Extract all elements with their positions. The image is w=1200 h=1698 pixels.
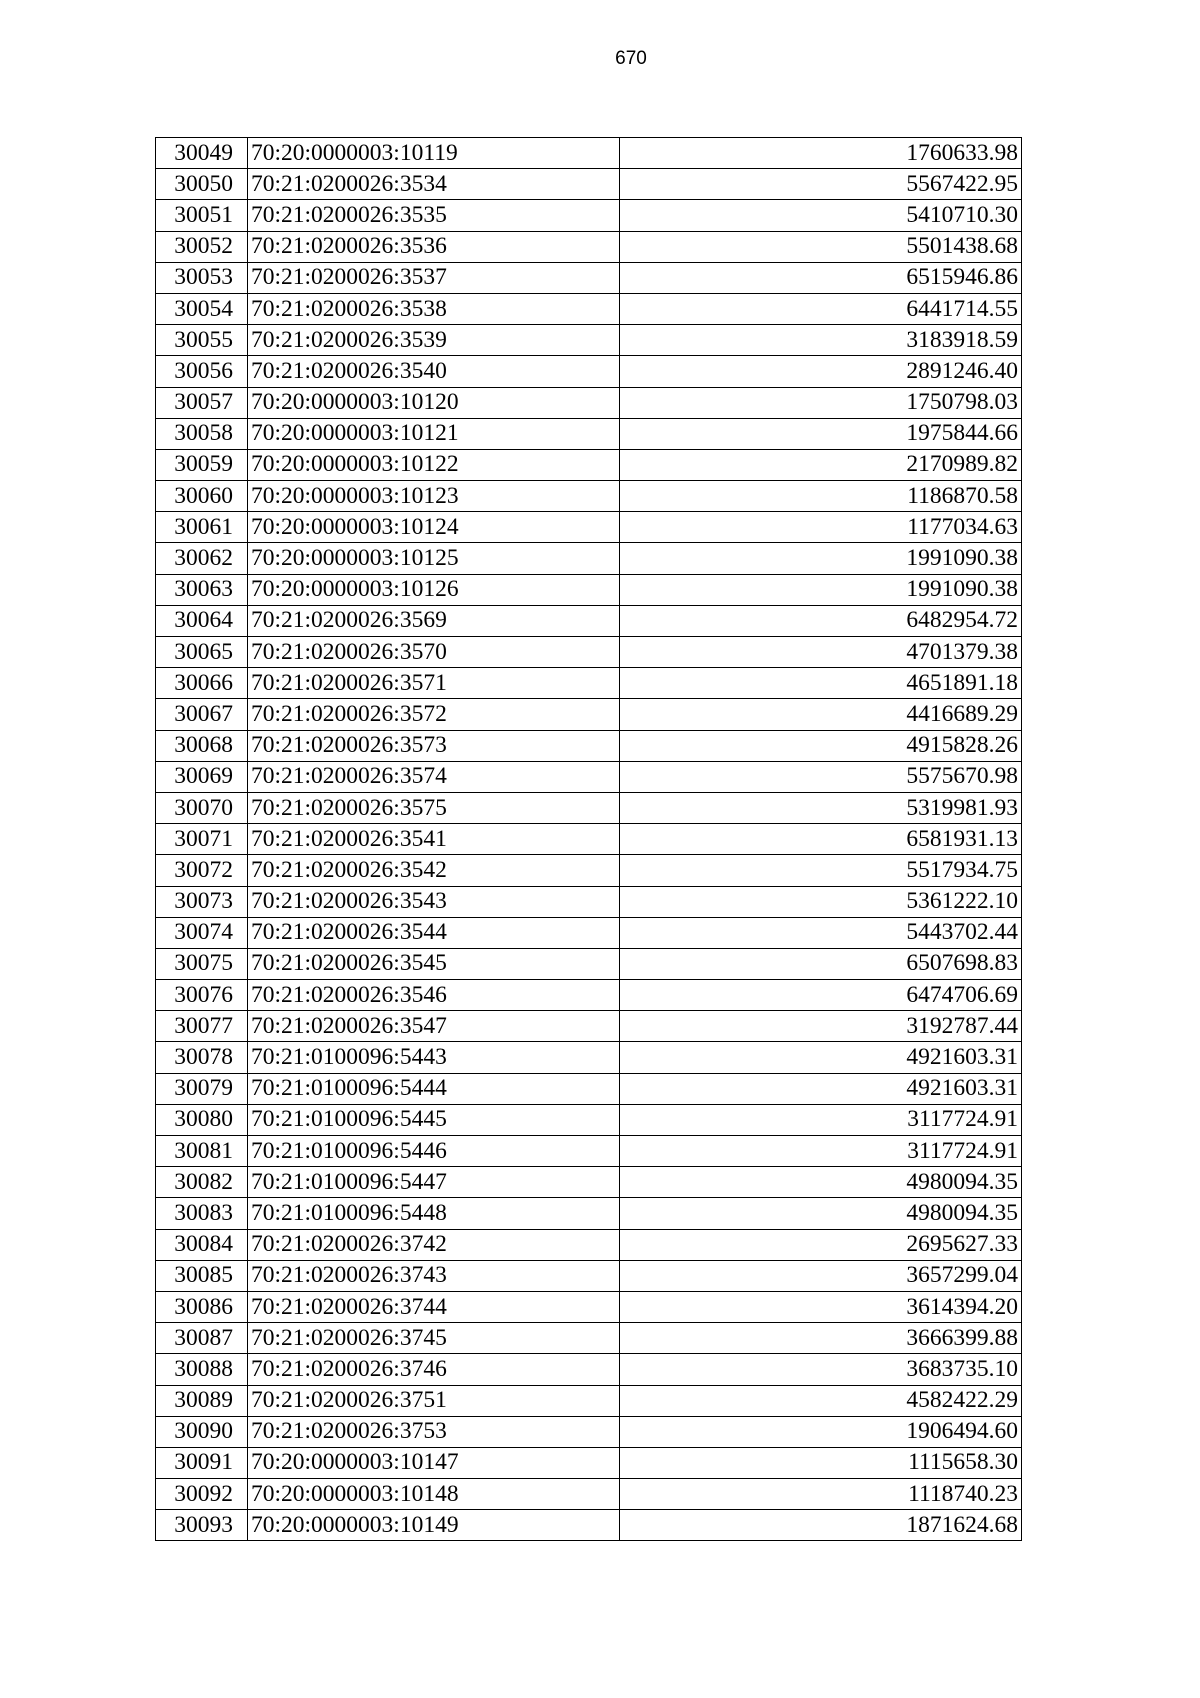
row-number-cell: 30059	[156, 449, 248, 480]
row-number-cell: 30083	[156, 1198, 248, 1229]
row-number-cell: 30084	[156, 1229, 248, 1260]
cadastral-value-cell: 1118740.23	[620, 1479, 1022, 1510]
cadastral-value-cell: 1177034.63	[620, 512, 1022, 543]
table-row	[156, 730, 1022, 761]
cadastral-number-cell: 70:21:0200026:3538	[248, 293, 620, 324]
cadastral-value-cell: 5517934.75	[620, 855, 1022, 886]
cadastral-value-cell: 1991090.38	[620, 543, 1022, 574]
row-number-cell: 30050	[156, 169, 248, 200]
cadastral-value-cell: 5443702.44	[620, 917, 1022, 948]
table-row	[156, 169, 1022, 200]
cadastral-value-cell: 6507698.83	[620, 948, 1022, 979]
cadastral-number-cell: 70:21:0200026:3751	[248, 1385, 620, 1416]
cadastral-number-cell: 70:21:0200026:3543	[248, 886, 620, 917]
table-row	[156, 1479, 1022, 1510]
table-row	[156, 761, 1022, 792]
cadastral-number-cell: 70:21:0200026:3547	[248, 1011, 620, 1042]
page-number: 670	[615, 48, 647, 69]
row-number-cell: 30051	[156, 200, 248, 231]
table-row	[156, 481, 1022, 512]
table-row	[156, 1167, 1022, 1198]
cadastral-value-cell: 4582422.29	[620, 1385, 1022, 1416]
cadastral-number-cell: 70:21:0200026:3535	[248, 200, 620, 231]
cadastral-number-cell: 70:20:0000003:10148	[248, 1479, 620, 1510]
table-row	[156, 980, 1022, 1011]
row-number-cell: 30075	[156, 948, 248, 979]
cadastral-number-cell: 70:21:0200026:3542	[248, 855, 620, 886]
cadastral-value-cell: 6581931.13	[620, 824, 1022, 855]
cadastral-value-cell: 2891246.40	[620, 356, 1022, 387]
cadastral-value-cell: 4980094.35	[620, 1167, 1022, 1198]
cadastral-value-cell: 4416689.29	[620, 699, 1022, 730]
table-row	[156, 512, 1022, 543]
cadastral-number-cell: 70:21:0200026:3544	[248, 917, 620, 948]
table-row	[156, 356, 1022, 387]
row-number-cell: 30088	[156, 1354, 248, 1385]
table-row	[156, 1042, 1022, 1073]
table-row	[156, 948, 1022, 979]
row-number-cell: 30070	[156, 792, 248, 823]
cadastral-value-cell: 3657299.04	[620, 1260, 1022, 1291]
cadastral-value-cell: 4651891.18	[620, 668, 1022, 699]
cadastral-number-cell: 70:21:0200026:3573	[248, 730, 620, 761]
row-number-cell: 30085	[156, 1260, 248, 1291]
cadastral-number-cell: 70:21:0200026:3570	[248, 637, 620, 668]
row-number-cell: 30081	[156, 1136, 248, 1167]
cadastral-table-container	[155, 137, 1022, 1541]
cadastral-value-cell: 6474706.69	[620, 980, 1022, 1011]
cadastral-number-cell: 70:21:0200026:3537	[248, 262, 620, 293]
cadastral-value-cell: 1871624.68	[620, 1510, 1022, 1541]
row-number-cell: 30079	[156, 1073, 248, 1104]
table-row	[156, 387, 1022, 418]
cadastral-value-cell: 3683735.10	[620, 1354, 1022, 1385]
cadastral-value-cell: 3117724.91	[620, 1136, 1022, 1167]
cadastral-value-cell: 3614394.20	[620, 1291, 1022, 1322]
table-row	[156, 200, 1022, 231]
cadastral-number-cell: 70:21:0100096:5448	[248, 1198, 620, 1229]
table-row	[156, 855, 1022, 886]
table-row	[156, 917, 1022, 948]
row-number-cell: 30062	[156, 543, 248, 574]
row-number-cell: 30087	[156, 1323, 248, 1354]
table-row	[156, 1385, 1022, 1416]
cadastral-number-cell: 70:21:0200026:3743	[248, 1260, 620, 1291]
row-number-cell: 30077	[156, 1011, 248, 1042]
table-row	[156, 792, 1022, 823]
row-number-cell: 30058	[156, 418, 248, 449]
cadastral-value-cell: 3666399.88	[620, 1323, 1022, 1354]
cadastral-number-cell: 70:21:0200026:3540	[248, 356, 620, 387]
cadastral-number-cell: 70:21:0200026:3572	[248, 699, 620, 730]
row-number-cell: 30068	[156, 730, 248, 761]
table-row	[156, 543, 1022, 574]
row-number-cell: 30055	[156, 325, 248, 356]
cadastral-number-cell: 70:21:0200026:3569	[248, 605, 620, 636]
table-row	[156, 1447, 1022, 1478]
row-number-cell: 30061	[156, 512, 248, 543]
cadastral-number-cell: 70:21:0100096:5446	[248, 1136, 620, 1167]
table-row	[156, 231, 1022, 262]
cadastral-value-cell: 2695627.33	[620, 1229, 1022, 1260]
cadastral-number-cell: 70:21:0200026:3575	[248, 792, 620, 823]
table-row	[156, 1229, 1022, 1260]
row-number-cell: 30091	[156, 1447, 248, 1478]
cadastral-number-cell: 70:20:0000003:10120	[248, 387, 620, 418]
table-row	[156, 1354, 1022, 1385]
table-row	[156, 699, 1022, 730]
table-body	[156, 138, 1022, 1541]
cadastral-value-cell: 5567422.95	[620, 169, 1022, 200]
table-row	[156, 886, 1022, 917]
cadastral-number-cell: 70:21:0200026:3541	[248, 824, 620, 855]
cadastral-value-cell: 1991090.38	[620, 574, 1022, 605]
table-row	[156, 1104, 1022, 1135]
row-number-cell: 30092	[156, 1479, 248, 1510]
row-number-cell: 30093	[156, 1510, 248, 1541]
cadastral-number-cell: 70:21:0200026:3745	[248, 1323, 620, 1354]
row-number-cell: 30089	[156, 1385, 248, 1416]
row-number-cell: 30063	[156, 574, 248, 605]
cadastral-value-cell: 5361222.10	[620, 886, 1022, 917]
cadastral-number-cell: 70:20:0000003:10124	[248, 512, 620, 543]
cadastral-number-cell: 70:20:0000003:10149	[248, 1510, 620, 1541]
table-row	[156, 1510, 1022, 1541]
table-row	[156, 1073, 1022, 1104]
row-number-cell: 30067	[156, 699, 248, 730]
row-number-cell: 30072	[156, 855, 248, 886]
row-number-cell: 30074	[156, 917, 248, 948]
row-number-cell: 30060	[156, 481, 248, 512]
row-number-cell: 30073	[156, 886, 248, 917]
row-number-cell: 30086	[156, 1291, 248, 1322]
cadastral-value-cell: 1750798.03	[620, 387, 1022, 418]
cadastral-number-cell: 70:21:0200026:3742	[248, 1229, 620, 1260]
table-row	[156, 605, 1022, 636]
row-number-cell: 30065	[156, 637, 248, 668]
row-number-cell: 30082	[156, 1167, 248, 1198]
cadastral-value-cell: 4980094.35	[620, 1198, 1022, 1229]
row-number-cell: 30080	[156, 1104, 248, 1135]
table-row	[156, 262, 1022, 293]
cadastral-number-cell: 70:21:0100096:5443	[248, 1042, 620, 1073]
row-number-cell: 30057	[156, 387, 248, 418]
table-row	[156, 824, 1022, 855]
row-number-cell: 30069	[156, 761, 248, 792]
cadastral-value-cell: 3117724.91	[620, 1104, 1022, 1135]
cadastral-number-cell: 70:21:0200026:3746	[248, 1354, 620, 1385]
table-row	[156, 1136, 1022, 1167]
row-number-cell: 30064	[156, 605, 248, 636]
row-number-cell: 30056	[156, 356, 248, 387]
table-row	[156, 1291, 1022, 1322]
cadastral-number-cell: 70:20:0000003:10147	[248, 1447, 620, 1478]
table-row	[156, 418, 1022, 449]
cadastral-value-cell: 5319981.93	[620, 792, 1022, 823]
cadastral-value-cell: 3192787.44	[620, 1011, 1022, 1042]
table-row	[156, 1198, 1022, 1229]
cadastral-number-cell: 70:20:0000003:10122	[248, 449, 620, 480]
cadastral-number-cell: 70:21:0200026:3571	[248, 668, 620, 699]
cadastral-value-cell: 5575670.98	[620, 761, 1022, 792]
cadastral-number-cell: 70:21:0200026:3545	[248, 948, 620, 979]
row-number-cell: 30066	[156, 668, 248, 699]
cadastral-number-cell: 70:21:0100096:5444	[248, 1073, 620, 1104]
table-row	[156, 1260, 1022, 1291]
table-row	[156, 1323, 1022, 1354]
row-number-cell: 30052	[156, 231, 248, 262]
table-row	[156, 293, 1022, 324]
cadastral-value-cell: 4915828.26	[620, 730, 1022, 761]
cadastral-number-cell: 70:21:0200026:3753	[248, 1416, 620, 1447]
cadastral-number-cell: 70:20:0000003:10119	[248, 138, 620, 169]
table-row	[156, 637, 1022, 668]
cadastral-number-cell: 70:21:0200026:3744	[248, 1291, 620, 1322]
row-number-cell: 30090	[156, 1416, 248, 1447]
cadastral-value-cell: 4921603.31	[620, 1073, 1022, 1104]
cadastral-number-cell: 70:20:0000003:10126	[248, 574, 620, 605]
cadastral-value-cell: 1760633.98	[620, 138, 1022, 169]
row-number-cell: 30076	[156, 980, 248, 1011]
cadastral-value-cell: 6441714.55	[620, 293, 1022, 324]
cadastral-number-cell: 70:21:0200026:3539	[248, 325, 620, 356]
table-row	[156, 574, 1022, 605]
cadastral-value-cell: 5501438.68	[620, 231, 1022, 262]
row-number-cell: 30053	[156, 262, 248, 293]
row-number-cell: 30078	[156, 1042, 248, 1073]
row-number-cell: 30054	[156, 293, 248, 324]
cadastral-value-cell: 1975844.66	[620, 418, 1022, 449]
cadastral-value-cell: 4921603.31	[620, 1042, 1022, 1073]
cadastral-number-cell: 70:21:0200026:3574	[248, 761, 620, 792]
cadastral-value-table	[155, 137, 1022, 1541]
cadastral-number-cell: 70:20:0000003:10123	[248, 481, 620, 512]
cadastral-value-cell: 2170989.82	[620, 449, 1022, 480]
cadastral-value-cell: 6482954.72	[620, 605, 1022, 636]
table-row	[156, 1416, 1022, 1447]
cadastral-value-cell: 1186870.58	[620, 481, 1022, 512]
cadastral-value-cell: 1115658.30	[620, 1447, 1022, 1478]
cadastral-number-cell: 70:21:0200026:3534	[248, 169, 620, 200]
cadastral-number-cell: 70:21:0200026:3546	[248, 980, 620, 1011]
cadastral-value-cell: 4701379.38	[620, 637, 1022, 668]
row-number-cell: 30049	[156, 138, 248, 169]
cadastral-number-cell: 70:21:0100096:5445	[248, 1104, 620, 1135]
table-row	[156, 138, 1022, 169]
cadastral-value-cell: 3183918.59	[620, 325, 1022, 356]
cadastral-value-cell: 6515946.86	[620, 262, 1022, 293]
cadastral-number-cell: 70:21:0200026:3536	[248, 231, 620, 262]
cadastral-number-cell: 70:20:0000003:10125	[248, 543, 620, 574]
row-number-cell: 30071	[156, 824, 248, 855]
cadastral-number-cell: 70:21:0100096:5447	[248, 1167, 620, 1198]
cadastral-number-cell: 70:20:0000003:10121	[248, 418, 620, 449]
table-row	[156, 1011, 1022, 1042]
cadastral-value-cell: 1906494.60	[620, 1416, 1022, 1447]
cadastral-value-cell: 5410710.30	[620, 200, 1022, 231]
table-row	[156, 325, 1022, 356]
table-row	[156, 449, 1022, 480]
table-row	[156, 668, 1022, 699]
